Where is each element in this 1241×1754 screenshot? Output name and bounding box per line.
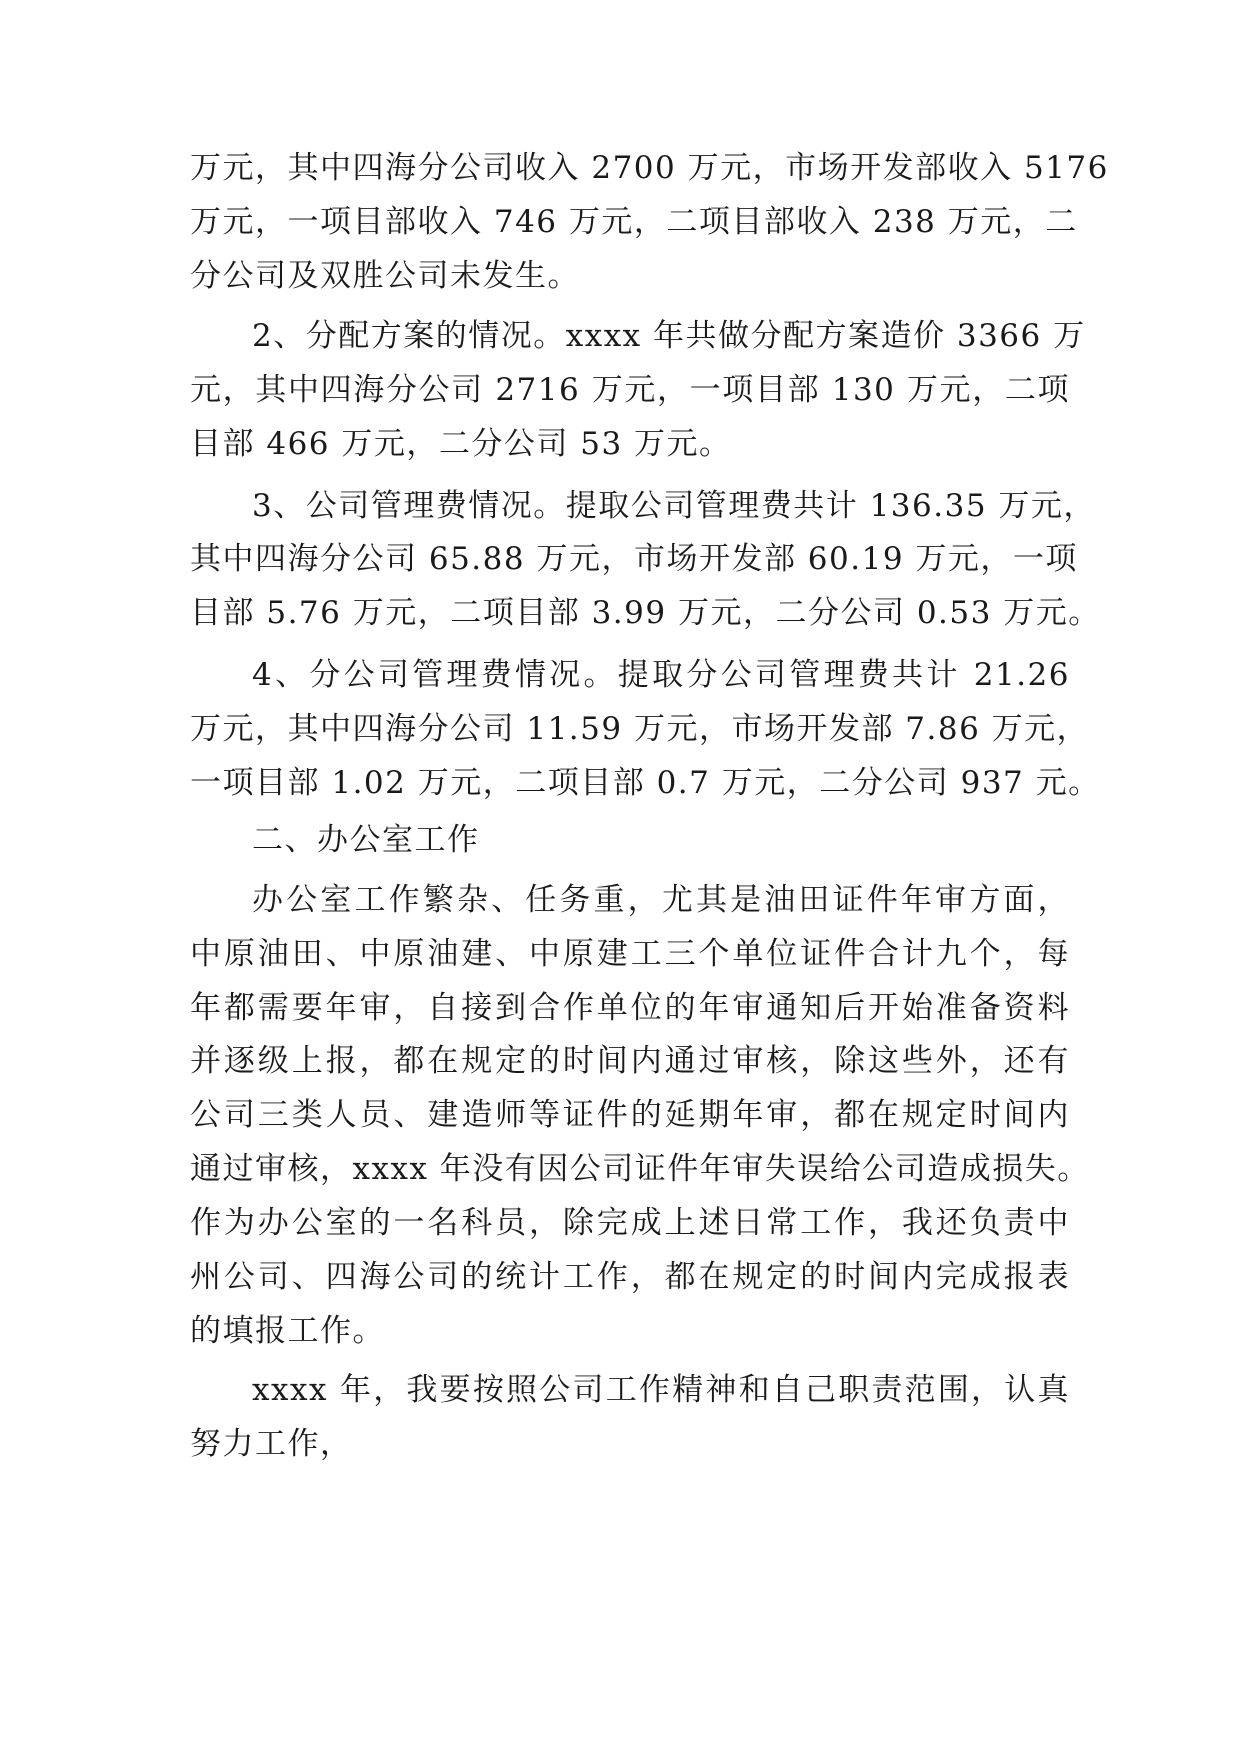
body-text-line: xxxx 年，我要按照公司工作精神和自己职责范围，认真 (252, 1372, 1070, 1408)
body-text-line: 作为办公室的一名科员，除完成上述日常工作，我还负责中 (190, 1205, 1070, 1241)
body-text-line: 州公司、四海公司的统计工作，都在规定的时间内完成报表 (190, 1259, 1070, 1295)
body-text-line: 万元，其中四海分公司 11.59 万元，市场开发部 7.86 万元， (190, 711, 1090, 747)
body-text-line: 通过审核，xxxx 年没有因公司证件年审失误给公司造成损失。 (190, 1151, 1090, 1187)
body-text-line: 的填报工作。 (190, 1313, 385, 1349)
body-text-line: 目部 466 万元，二分公司 53 万元。 (190, 426, 732, 462)
body-text-line: 努力工作， (190, 1426, 353, 1462)
section-item-3: 3、公司管理费情况。提取公司管理费共计 136.35 万元， (252, 488, 1096, 524)
section-item-4: 4、分公司管理费情况。提取分公司管理费共计 21.26 (252, 657, 1070, 693)
body-text-line: 万元，其中四海分公司收入 2700 万元，市场开发部收入 5176 (190, 150, 1109, 186)
section-heading: 二、办公室工作 (252, 822, 480, 858)
body-text-line: 万元，一项目部收入 746 万元，二项目部收入 238 万元，二 (190, 204, 1078, 240)
body-text-line: 目部 5.76 万元，二项目部 3.99 万元，二分公司 0.53 万元。 (190, 595, 1101, 631)
body-text-line: 中原油田、中原油建、中原建工三个单位证件合计九个，每 (190, 936, 1070, 972)
body-text-line: 其中四海分公司 65.88 万元，市场开发部 60.19 万元，一项 (190, 541, 1078, 577)
body-text-line: 办公室工作繁杂、任务重，尤其是油田证件年审方面， (252, 882, 1070, 918)
body-text-line: 并逐级上报，都在规定的时间内通过审核，除这些外，还有 (190, 1043, 1070, 1079)
body-text-line: 一项目部 1.02 万元，二项目部 0.7 万元，二分公司 937 元。 (190, 765, 1101, 801)
body-text-line: 分公司及双胜公司未发生。 (190, 258, 580, 294)
section-item-2: 2、分配方案的情况。xxxx 年共做分配方案造价 3366 万 (252, 318, 1086, 354)
body-text-line: 年都需要年审，自接到合作单位的年审通知后开始准备资料 (190, 990, 1070, 1026)
body-text-line: 公司三类人员、建造师等证件的延期年审，都在规定时间内 (190, 1097, 1070, 1133)
body-text-line: 元，其中四海分公司 2716 万元，一项目部 130 万元，二项 (190, 372, 1070, 408)
